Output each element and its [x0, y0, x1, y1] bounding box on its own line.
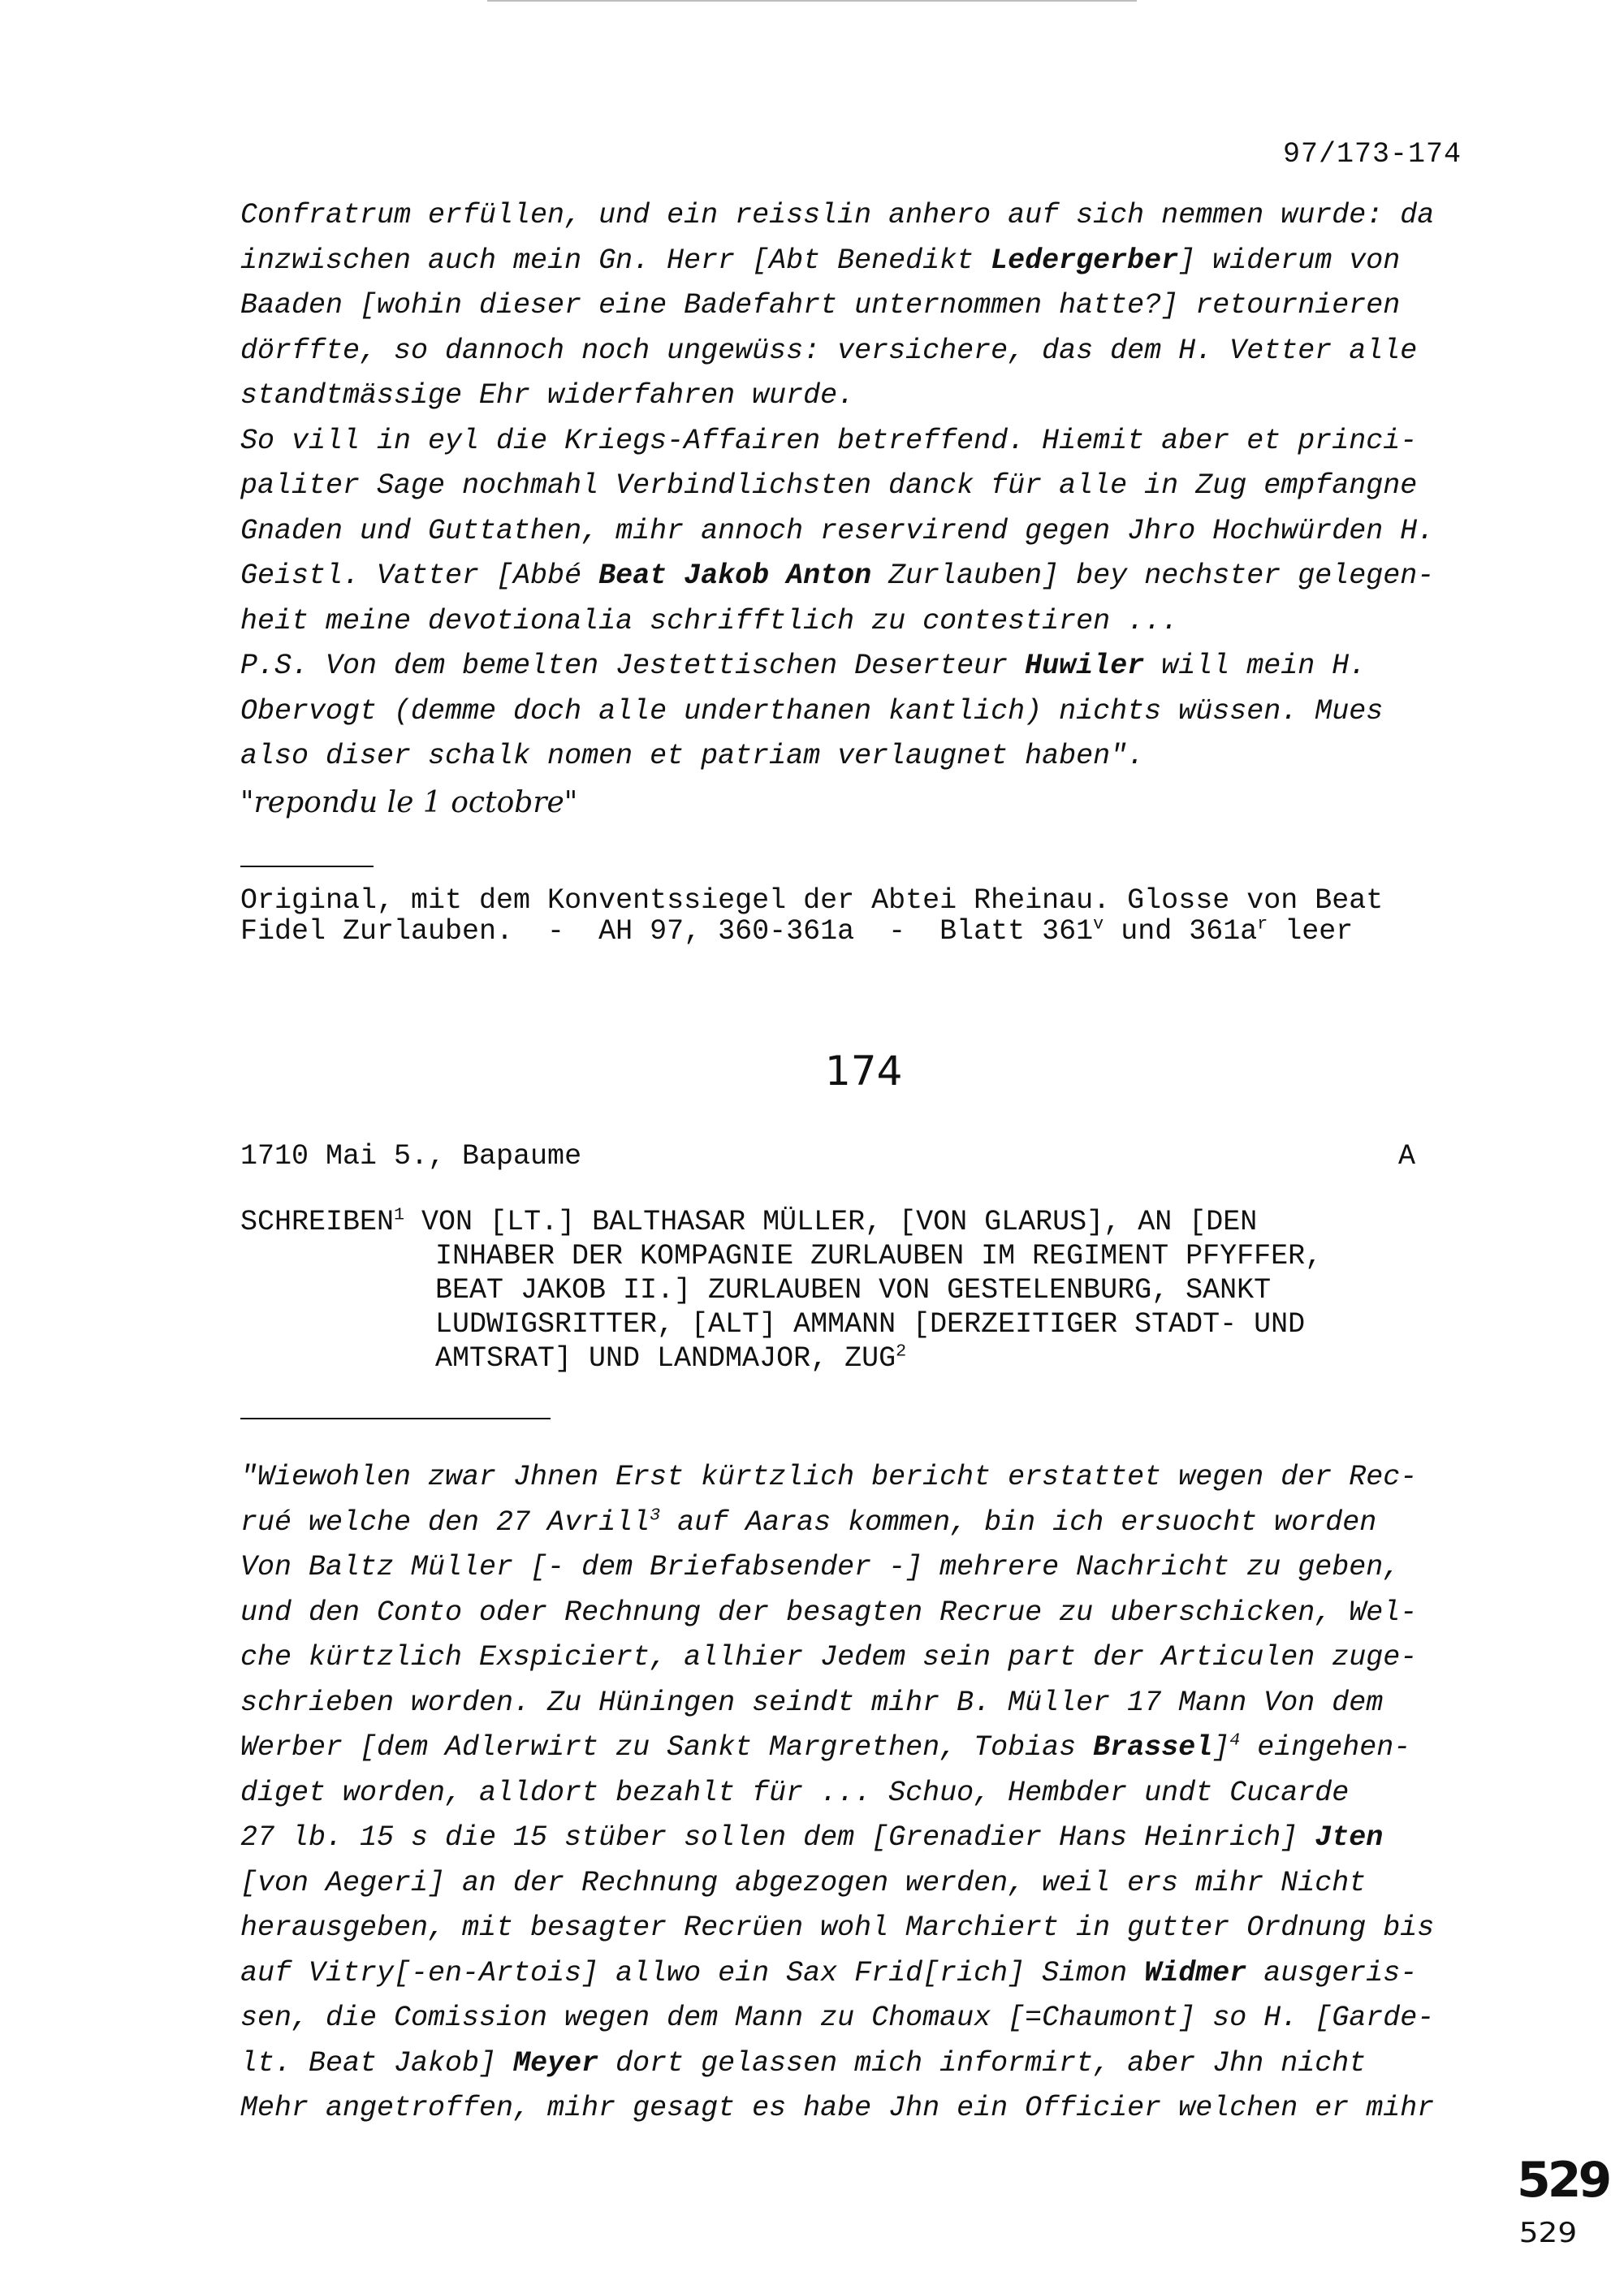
continuation-line: Baaden [wohin dieser eine Badefahrt unternommen hatte?] retournieren [240, 289, 1401, 322]
continuation-line: Geistl. Vatter [Abbé Beat Jakob Anton Zurlauben] bey nechster gelegen- [240, 559, 1435, 592]
letter-line: Von Baltz Müller [- dem Briefabsender -] mehrere Nachricht zu geben, [240, 1551, 1401, 1583]
letter-line: und den Conto oder Rechnung der besagten Recrue zu uberschicken, Wel- [240, 1596, 1418, 1629]
letter-line: che kürtzlich Exspiciert, allhier Jedem sein part der Articulen zuge- [240, 1641, 1418, 1674]
document-number: 174 [825, 1047, 903, 1095]
heading-line-1: SCHREIBEN$^1$ VON [LT.] BALTHASAR MÜLLER, [VON GLARUS], AN [DEN [240, 1204, 1258, 1238]
scan-edge-line [487, 0, 1137, 2]
continuation-line: So vill in eyl die Kriegs-Affairen betreffend. Hiemit aber et princi- [240, 424, 1418, 457]
letter-line: Mehr angetroffen, mihr gesagt es habe Jhn ein Officier welchen er mihr [240, 2092, 1435, 2124]
continuation-line: paliter Sage nochmahl Verbindlichsten danck für alle in Zug empfangne [240, 469, 1418, 502]
source-note-line-2: Fidel Zurlauben. - AH 97, 360-361a - Blatt 361$^v$ und $361a^r$ leer [240, 914, 1354, 948]
letter-line: auf Vitry[-en-Artois] allwo ein Sax Frid[rich] Simon Widmer ausgeris- [240, 1956, 1418, 1989]
separator-rule [240, 866, 374, 867]
document-heading [240, 1205, 1322, 1376]
page-number-stamp: 529 [1517, 2152, 1609, 2209]
page-number-handwritten: 529 [1518, 2217, 1578, 2249]
letter-line: Werber [dem Adlerwirt zu Sankt Margrethen, Tobias Brassel]$^4$ eingehen- [240, 1730, 1411, 1764]
letter-line: lt. Beat Jakob] Meyer dort gelassen mich informirt, aber Jhn nicht [240, 2046, 1367, 2080]
continuation-line: inzwischen auch mein Gn. Herr [Abt Benedikt Ledergerber] widerum von [240, 244, 1401, 277]
source-note [240, 885, 1383, 947]
letter-line: "Wiewohlen zwar Jhnen Erst kürtzlich bericht erstattet wegen der Rec- [240, 1461, 1418, 1493]
heading-line-5: AMTSRAT] UND LANDMAJOR, ZUG$^2$ [435, 1341, 907, 1375]
continuation-line: Obervogt (demme doch alle underthanen kantlich) nichts wüssen. Mues [240, 694, 1384, 728]
page-reference: 97/173-174 [1283, 138, 1462, 171]
letter-line: rué welche den 27 Avrill$^3$ auf Aaras kommen, bin ich ersuocht worden [240, 1504, 1377, 1539]
continuation-line: P.S. Von dem bemelten Jestettischen Deserteur Huwiler will mein H. [240, 650, 1367, 682]
footnote-ref-2: 2 [896, 1341, 907, 1362]
letter-line: [von Aegeri] an der Rechnung abgezogen werden, weil ers mihr Nicht [240, 1866, 1367, 1899]
letter-line: sen, die Comission wegen dem Mann zu Chomaux [=Chaumont] so H. [Garde- [240, 2002, 1435, 2034]
continuation-line: also diser schalk nomen et patriam verlaugnet haben". [240, 740, 1145, 772]
document-type-letter: A [1398, 1140, 1416, 1173]
source-note-line-1: Original, mit dem Konventssiegel der Abtei Rheinau. Glosse von Beat [240, 884, 1384, 917]
handwritten-reply-note: "repondu le 1 octobre" [240, 786, 578, 819]
letter-line: herausgeben, mit besagter Recrüen wohl Marchiert in gutter Ordnung bis [240, 1911, 1435, 1944]
continuation-line: dörffte, so dannoch noch ungewüss: versichere, das dem H. Vetter alle [240, 334, 1418, 367]
heading-line-3: BEAT JAKOB II.] ZURLAUBEN VON GESTELENBURG, SANKT [435, 1274, 1272, 1307]
continuation-line: Gnaden und Guttathen, mihr annoch reservirend gegen Jhro Hochwürden H. [240, 514, 1435, 547]
continuation-line: standtmässige Ehr widerfahren wurde. [240, 379, 855, 412]
letter-line: 27 lb. 15 s die 15 stüber sollen dem [Grenadier Hans Heinrich] Jten [240, 1821, 1384, 1854]
heading-line-4: LUDWIGSRITTER, [ALT] AMMANN [DERZEITIGER STADT- UND [435, 1308, 1306, 1341]
heading-separator-rule [240, 1418, 551, 1419]
continuation-line: Confratrum erfüllen, und ein reisslin anhero auf sich nemmen wurde: da [240, 199, 1435, 231]
date-place: 1710 Mai 5., Bapaume [240, 1140, 582, 1173]
letter-text [240, 1455, 1434, 2132]
heading-line-2: INHABER DER KOMPAGNIE ZURLAUBEN IM REGIMENT PFYFFER, [435, 1240, 1323, 1272]
letter-line: schrieben worden. Zu Hüningen seindt mihr B. Müller 17 Mann Von dem [240, 1686, 1384, 1719]
letter-line: diget worden, alldort bezahlt für ... Schuo, Hembder undt Cucarde [240, 1776, 1350, 1809]
footnote-ref-1: 1 [394, 1204, 405, 1225]
continuation-line: heit meine devotionalia schrifftlich zu contestiren ... [240, 604, 1179, 637]
continuation-text [240, 193, 1434, 780]
